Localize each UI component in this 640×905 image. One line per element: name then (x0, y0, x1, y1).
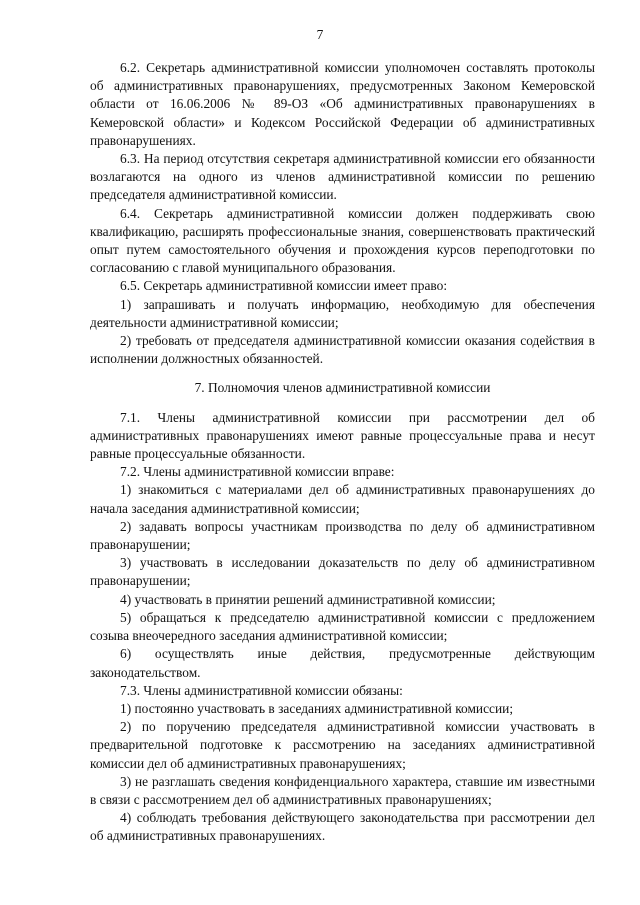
paragraph-7-2: 7.2. Члены административной комиссии вправе: (120, 464, 395, 480)
paragraph-7-2-item-1: 1) знакомиться с материалами дел об административных правонарушениях до начала заседания административной комиссии; (90, 482, 595, 516)
paragraph-6-5: 6.5. Секретарь административной комиссии имеет право: (120, 278, 448, 294)
spacer (90, 368, 595, 379)
paragraph-7-2-item-4: 4) участвовать в принятии решений административной комиссии; (120, 591, 496, 607)
paragraph-7-3-item-3: 3) не разглашать сведения конфиденциального характера, ставшие им известными в связи с рассмотрением дел об административных правонарушениях; (90, 773, 595, 807)
spacer (90, 398, 595, 409)
paragraph-7-2-item-6: 6) осуществлять иные действия, предусмотренные действующим законодательством. (90, 646, 595, 680)
paragraph-6-5-item-1: 1) запрашивать и получать информацию, необходимую для обеспечения деятельности административной комиссии; (90, 296, 595, 330)
paragraph-7-2-item-5: 5) обращаться к председателю административной комиссии с предложением созыва внеочередного заседания административной комиссии; (90, 609, 595, 644)
section-7-heading: 7. Полномочия членов административной комиссии (194, 380, 491, 396)
page-number: 7 (316, 27, 324, 42)
document-body (90, 59, 595, 846)
paragraph-7-3: 7.3. Члены административной комиссии обязаны: (120, 682, 403, 698)
paragraph-7-3-item-1: 1) постоянно участвовать в заседаниях административной комиссии; (120, 700, 514, 716)
paragraph-6-2: 6.2. Секретарь административной комиссии уполномочен составлять протоколы об административных правонарушениях, предусмотренных Законом Кемеровской области от 16.06.2006 № 89-ОЗ «Об административных правонарушениях в Кемеровской области» и Кодексом Российской Федерации об административных правонарушениях. (90, 60, 595, 148)
paragraph-6-3: 6.3. На период отсутствия секретаря административной комиссии его обязанности возлагаются на одного из членов административной комиссии по решению председателя административной комиссии. (90, 151, 595, 203)
paragraph-7-2-item-3: 3) участвовать в исследовании доказательств по делу об административном правонарушении; (90, 555, 595, 589)
paragraph-7-1: 7.1. Члены административной комиссии при рассмотрении дел об административных правонарушениях имеют равные процессуальные права и несут равные процессуальные обязанности. (90, 409, 595, 462)
paragraph-7-3-item-2: 2) по поручению председателя административной комиссии участвовать в предварительной подготовке к рассмотрению на заседаниях административной комиссии дел об административных правонарушениях; (90, 719, 595, 771)
paragraph-7-2-item-2: 2) задавать вопросы участникам производства по делу об административном правонарушении; (90, 518, 595, 553)
paragraph-6-4: 6.4. Секретарь административной комиссии должен поддерживать свою квалификацию, расширять профессиональные знания, совершенствовать практический опыт путем самостоятельного обучения и прохождения курсов переподготовки по согласованию с главой муниципального образования. (90, 205, 595, 276)
paragraph-6-5-item-2: 2) требовать от председателя административной комиссии оказания содействия в исполнении должностных обязанностей. (90, 333, 595, 367)
paragraph-7-3-item-4: 4) соблюдать требования действующего законодательства при рассмотрении дел об административных правонарушениях. (90, 810, 595, 844)
